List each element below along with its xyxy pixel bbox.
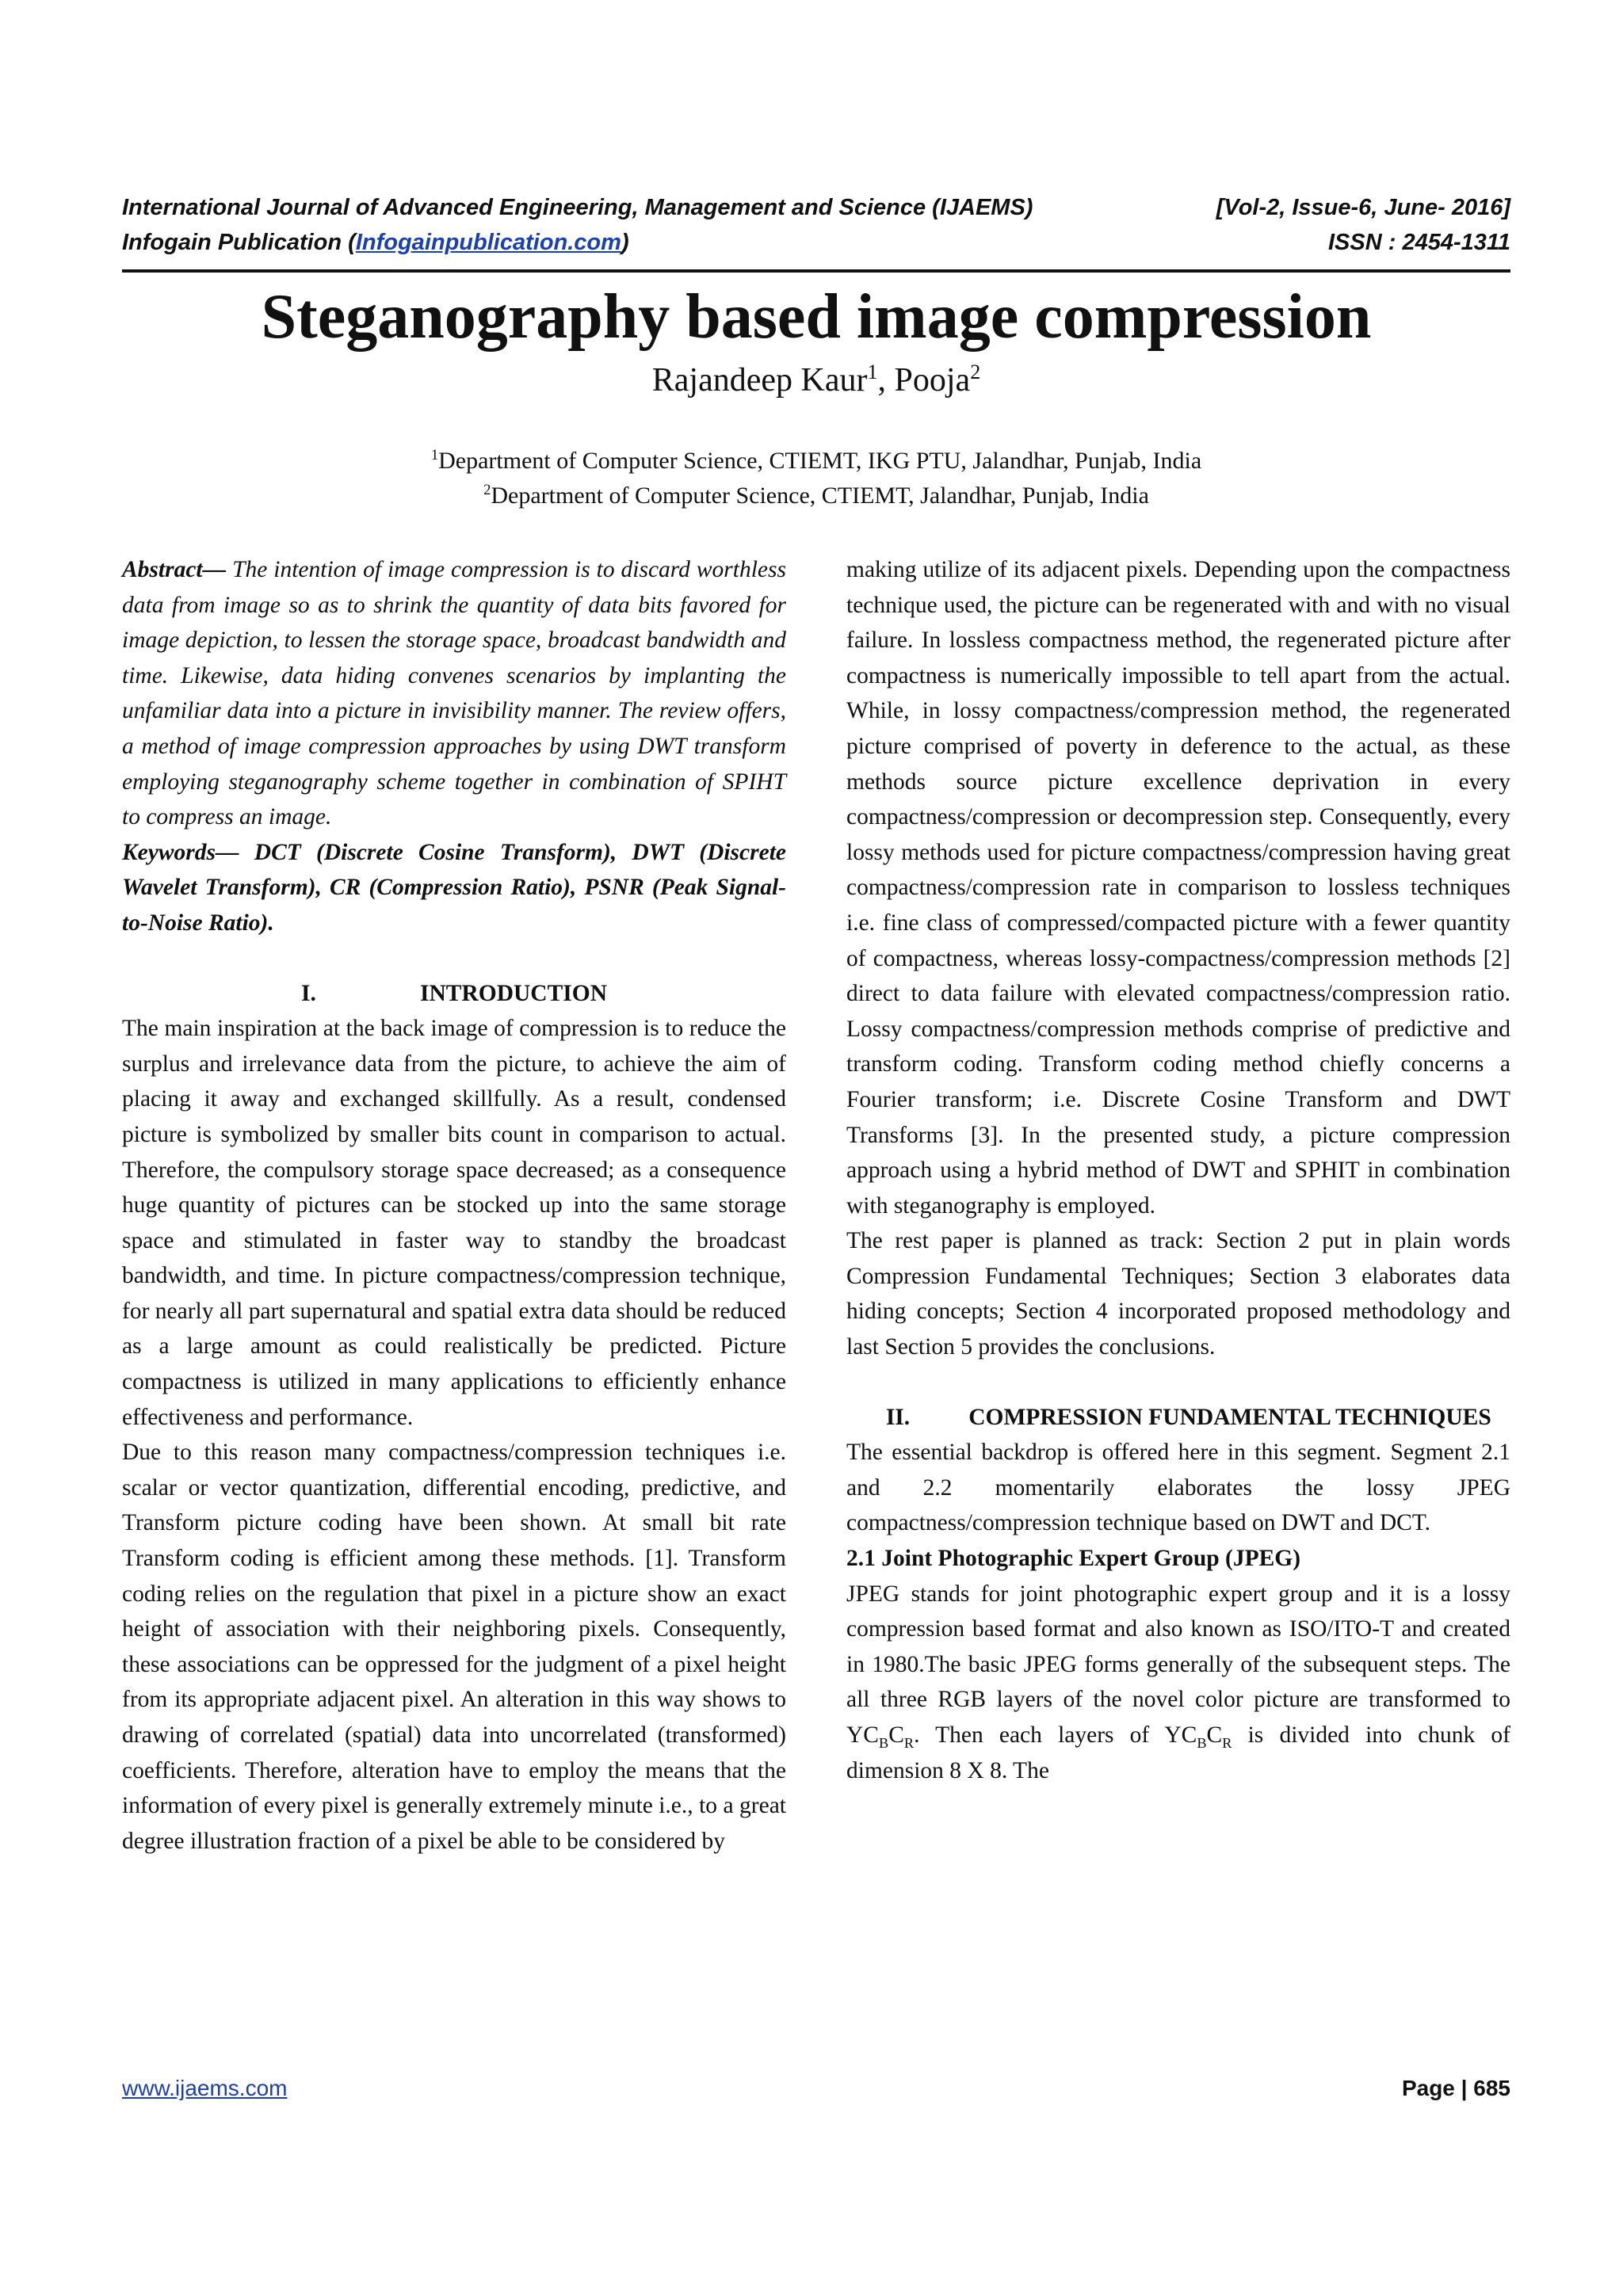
affiliation-1: $^1$Department of Computer Science, CTIEMT, IKG PTU, Jalandhar, Punjab, India — [430, 447, 1202, 474]
intro-paragraph-4: The rest paper is planned as track: Section 2 put in plain words Compression Fundamental Techniques; Section 3 elaborates data hiding concepts; Section 4 incorporated proposed methodology and last Section 5 provides the conclusions. — [846, 1228, 1510, 1360]
section2-paragraph: The essential backdrop is offered here in this segment. Segment 2.1 and 2.2 momentarily elaborates the lossy JPEG compactness/compression technique based on DWT and DCT. — [846, 1440, 1510, 1536]
journal-issn: ISSN : 2454-1311 — [1328, 230, 1510, 255]
left-column — [122, 552, 786, 1859]
subsection-heading-jpeg: 2.1 Joint Photographic Expert Group (JPEG) — [846, 1546, 1301, 1572]
intro-paragraph-2: Due to this reason many compactness/compression techniques i.e. scalar or vector quantization, differential encoding, predictive, and Transform picture coding have been shown. At small bit rate Transform coding is efficient among these methods. [1]. Transform coding relies on the regulation that pixel in a picture show an exact height of association with their neighboring pixels. Consequently, these associations can be oppressed for the judgment of a pixel height from its appropriate adjacent pixel. An alteration in this way shows to drawing of correlated (spatial) data into uncorrelated (transformed) coefficients. Therefore, alteration have to employ the means that the information of every pixel is generally extremely minute i.e., to a great degree illustration fraction of a pixel be able to be considered by — [122, 1440, 786, 1854]
affiliations — [122, 444, 1510, 513]
paper-authors: Rajandeep Kaur$^1$, Pooja$^2$ — [651, 360, 981, 399]
intro-paragraph-3: making utilize of its adjacent pixels. Depending upon the compactness technique used, the picture can be regenerated with and with no visual failure. In lossless compactness method, the regenerated picture after compactness is numerically impossible to tell apart from the actual. While, in lossy compactness/compression method, the regenerated picture comprised of poverty in deference to the actual, as these methods source picture excellence deprivation in every compactness/compression or decompression step. Consequently, every lossy methods used for picture compactness/compression having great compactness/compression rate in comparison to lossless techniques i.e. fine class of compressed/compacted picture with a fewer quantity of compactness, whereas lossy-compactness/compression methods [2] direct to data failure with elevated compactness/compression ratio. Lossy compactness/compression methods comprise of predictive and transform coding. Transform coding method chiefly concerns a Fourier transform; i.e. Discrete Cosine Transform and DWT Transforms [3]. In the presented study, a picture compression approach using a hybrid method of DWT and SPHIT in combination with steganography is employed. — [846, 557, 1510, 1219]
page-footer — [122, 2076, 1510, 2101]
website-link[interactable]: www.ijaems.com — [122, 2076, 288, 2100]
header-divider — [122, 269, 1510, 273]
abstract: Abstract— The intention of image compression is to discard worthless data from image so as to shrink the quantity of data bits favored for image depiction, to lessen the storage space, broadcast bandwidth and time. Likewise, data hiding convenes scenarios by implanting the unfamiliar data into a picture in invisibility manner. The review offers, a method of image compression approaches by using DWT transform employing steganography scheme together in combination of SPIHT to compress an image. — [122, 557, 786, 830]
section-heading-introduction: I. INTRODUCTION — [300, 980, 608, 1006]
jpeg-paragraph: JPEG stands for joint photographic expert group and it is a lossy compression based format and also known as ISO/ITO-T and created in 1980.The basic JPEG forms generally of the subsequent steps. The all three RGB layers of the novel color picture are transformed to $YC_BC_R$. Then each layers of $YC_BC_R$ is divided into chunk of dimension 8 X 8. The — [846, 1581, 1510, 1783]
keywords: Keywords— DCT (Discrete Cosine Transform), DWT (Discrete Wavelet Transform), CR (Compression Ratio), PSNR (Peak Signal-to-Noise Ratio). — [122, 839, 786, 936]
author-1: Rajandeep Kaur — [651, 362, 868, 399]
paper-title: Steganography based image compression — [261, 282, 1372, 352]
page-number: Page | 685 — [1401, 2076, 1510, 2100]
journal-name: International Journal of Advanced Engineering, Management and Science (IJAEMS) — [122, 195, 1033, 220]
journal-volume: [Vol-2, Issue-6, June- 2016] — [1216, 195, 1510, 220]
affiliation-2: $^2$Department of Computer Science, CTIEMT, Jalandhar, Punjab, India — [483, 482, 1149, 509]
publisher-link[interactable]: Infogainpublication.com — [355, 230, 621, 255]
publisher: Infogain Publication (Infogainpublication.com) — [122, 230, 629, 255]
section-heading-compression: II. COMPRESSION FUNDAMENTAL TECHNIQUES — [885, 1404, 1491, 1430]
intro-paragraph-1: The main inspiration at the back image of compression is to reduce the surplus and irrelevance data from the picture, to achieve the aim of placing it away and exchanged skillfully. As a result, condensed picture is symbolized by smaller bits count in comparison to actual. Therefore, the compulsory storage space decreased; as a consequence huge quantity of pictures can be stocked up into the same storage space and stimulated in faster way to standby the broadcast bandwidth, and time. In picture compactness/compression technique, for nearly all part supernatural and spatial extra data should be reduced as a large amount as could realistically be predicted. Picture compactness is utilized in many applications to efficiently enhance effectiveness and performance. — [122, 1016, 786, 1430]
right-column — [846, 552, 1510, 1788]
author-2: Pooja — [894, 362, 971, 399]
journal-header — [122, 190, 1510, 260]
